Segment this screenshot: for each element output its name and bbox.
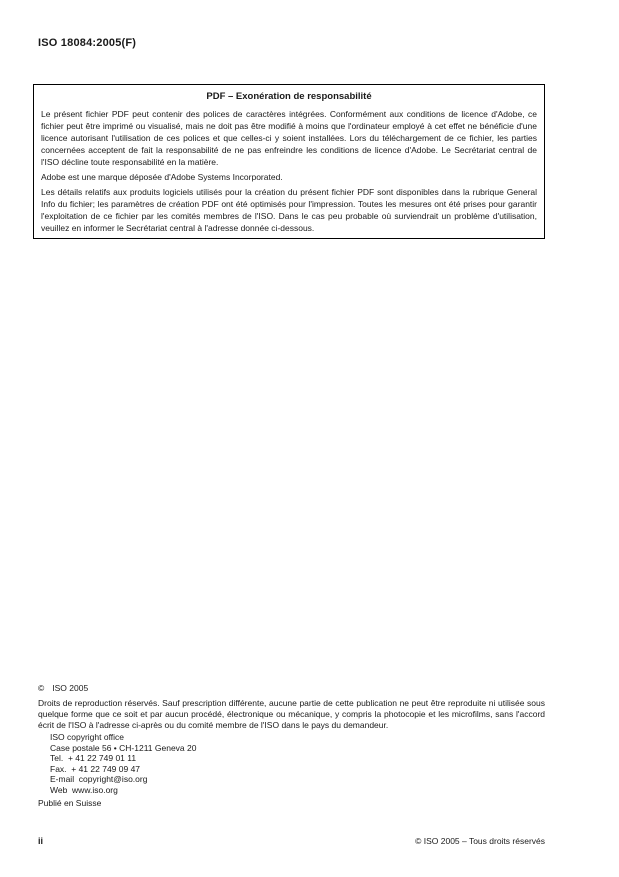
rights-text: Droits de reproduction réservés. Sauf prescription différente, aucune partie de cette publication ne peut être reproduite ni utilisée sous quelque forme que ce soit et par aucun procédé, électronique ou mécanique, y compris la photocopie et les microfilms, sans l'accord écrit de l'ISO à l'adresse ci-après ou du comité membre de l'ISO dans le pays du demandeur. <box>38 698 545 730</box>
address-line-office: ISO copyright office <box>50 732 125 742</box>
copyright-section <box>38 683 545 809</box>
copyright-line <box>38 683 545 694</box>
copyright-year: ISO 2005 <box>52 683 89 693</box>
disclaimer-paragraph-2: Adobe est une marque déposée d'Adobe Systems Incorporated. <box>41 172 283 182</box>
disclaimer-title: PDF – Exonération de responsabilité <box>206 91 372 102</box>
address-line-email: E-mail copyright@iso.org <box>50 774 148 784</box>
document-reference: ISO 18084:2005(F) <box>38 37 137 49</box>
footer-copyright: © ISO 2005 – Tous droits réservés <box>415 836 545 846</box>
disclaimer-paragraph-3: Les détails relatifs aux produits logiciels utilisés pour la création du présent fichier PDF sont disponibles dans la rubrique General Info du fichier; les paramètres de création PDF ont été optimisés pour l'impression. Toutes les mesures ont été prises pour garantir l'exploitation de ce fichier par les comités membres de l'ISO. Dans le cas peu probable où surviendrait un problème d'utilisation, veuillez en informer le Secrétariat central à l'adresse donnée ci-dessous. <box>41 187 537 233</box>
address-line-fax: Fax. + 41 22 749 09 47 <box>50 763 141 774</box>
pdf-disclaimer-box <box>33 84 545 239</box>
page-number: ii <box>38 836 44 846</box>
iso-address-block <box>50 732 545 795</box>
address-line-tel: Tel. + 41 22 749 01 11 <box>50 753 137 763</box>
copyright-symbol: © <box>38 683 45 693</box>
address-line-web: Web www.iso.org <box>50 784 118 795</box>
disclaimer-paragraph-1: Le présent fichier PDF peut contenir des polices de caractères intégrées. Conformément aux conditions de licence d'Adobe, ce fichier peut être imprimé ou visualisé, mais ne doit pas être modifié à moins que l'ordinateur employé à cet effet ne bénéficie d'une licence autorisant l'utilisation de ces polices et que celles-ci y soient installées. Lors du téléchargement de ce fichier, les parties concernées acceptent de fait la responsabilité de ne pas enfreindre les conditions de licence d'Adobe. Le Secrétariat central de l'ISO décline toute responsabilité en la matière. <box>41 109 537 167</box>
address-line-postal: Case postale 56 • CH-1211 Geneva 20 <box>50 742 197 753</box>
published-note: Publié en Suisse <box>38 798 102 808</box>
page-footer <box>38 836 545 846</box>
